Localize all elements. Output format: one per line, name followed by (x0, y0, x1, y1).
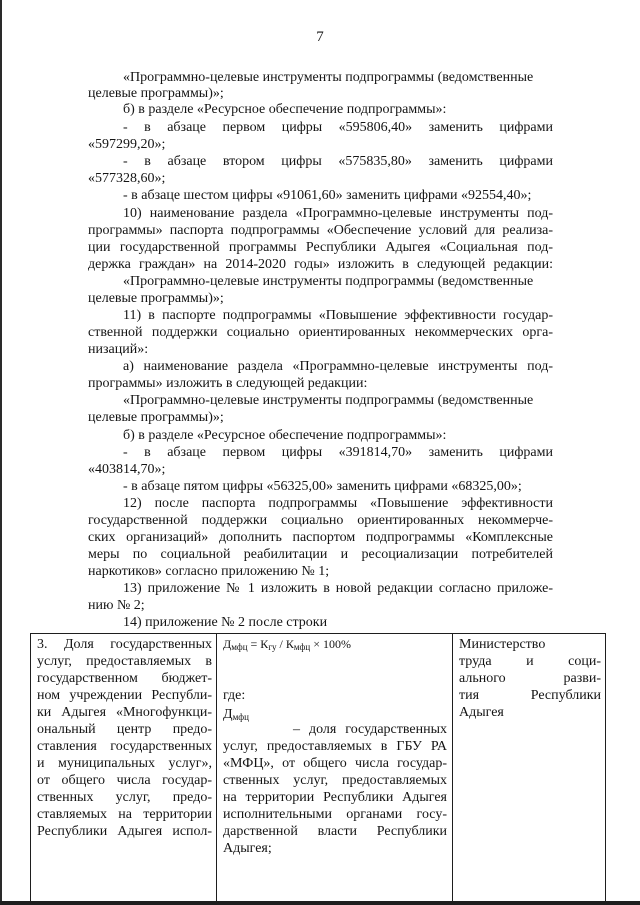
cell-text-line: государственном бюджет- (37, 671, 212, 686)
paragraph-line: нию № 2; (88, 598, 145, 613)
paragraph-line: 13) приложение № 1 изложить в новой редакции согласно приложе- (123, 581, 553, 596)
formula-part: × 100% (310, 637, 351, 651)
table-column-divider (216, 634, 217, 903)
paragraph-line: держка граждан» на 2014-2020 годы» изложить в следующей редакции: (88, 257, 553, 272)
formula-subscript: мфц (293, 642, 311, 652)
cell-text-line: дарственной власти Республики (223, 824, 447, 839)
formula-subscript: гу (268, 642, 277, 652)
cell-text-line: услуг, предоставляемых в ГБУ РА (223, 739, 447, 754)
cell-text-line: Адыгея; (223, 841, 272, 856)
paragraph-line: а) наименование раздела «Программно-целевые инструменты под- (123, 359, 553, 374)
cell-text-line: где: (223, 688, 246, 703)
cell-text-line: тия Республики (459, 688, 601, 703)
paragraph-line: программы» паспорта подпрограммы «Обеспечение условий для реализа- (88, 223, 553, 238)
paragraph-line: 10) наименование раздела «Программно-целевые инструменты под- (123, 206, 553, 221)
cell-text-line: ального разви- (459, 671, 601, 686)
cell-text-line: Министерство (459, 637, 546, 652)
table-column-divider (452, 634, 453, 903)
paragraph-line: «Программно-целевые инструменты подпрограммы (ведомственные (123, 70, 534, 85)
paragraph-line: 12) после паспорта подпрограммы «Повышение эффективности (123, 496, 553, 511)
paragraph-line: «597299,20»; (88, 137, 166, 152)
formula-symbol: Д (223, 707, 233, 722)
paragraph-line: «Программно-целевые инструменты подпрограммы (ведомственные (123, 393, 534, 408)
page-number: 7 (316, 29, 324, 45)
paragraph-line: 11) в паспорте подпрограммы «Повышение эффективности государ- (123, 308, 553, 323)
formula-symbol: Д (223, 637, 232, 651)
cell-text-line: 3. Доля государственных (37, 637, 212, 652)
paragraph-line: меры по социальной реабилитации и ресоциализации потребителей (88, 547, 553, 562)
paragraph-line: ции государственной программы Республики Адыгея «Социальная под- (88, 240, 553, 255)
paragraph-line: целевые программы)»; (88, 291, 224, 306)
paragraph-line: б) в разделе «Ресурсное обеспечение подпрограммы»: (123, 102, 447, 117)
cell-text-line: ставляемых на территории (37, 807, 212, 822)
formula-part: = К (247, 637, 269, 651)
paragraph-line: программы» изложить в следующей редакции: (88, 376, 368, 391)
paragraph-line: низаций»: (88, 342, 149, 357)
cell-text-line: и муниципальных услуг», (37, 756, 212, 771)
cell-text-line: исполнительными органами госу- (223, 807, 447, 822)
cell-text-line: Республики Адыгея испол- (37, 824, 212, 839)
paragraph-line: целевые программы)»; (88, 86, 224, 101)
paragraph-line: наркотиков» согласно приложению № 1; (88, 564, 330, 579)
paragraph-line: «Программно-целевые инструменты подпрограммы (ведомственные (123, 274, 534, 289)
page-left-edge (0, 0, 2, 905)
formula-subscript: мфц (232, 712, 249, 722)
cell-text-line: ном учреждении Республи- (37, 688, 212, 703)
paragraph-line: «403814,70»; (88, 462, 166, 477)
paragraph-line: - в абзаце первом цифры «391814,70» заменить цифрами (123, 445, 553, 460)
formula-subscript: мфц (231, 642, 248, 652)
paragraph-line: - в абзаце первом цифры «595806,40» заменить цифрами (123, 120, 553, 135)
paragraph-line: государственной поддержки социально ориентированных некоммерче- (88, 513, 553, 528)
paragraph-line: ских организаций» дополнить паспортом подпрограммы «Комплексные (88, 530, 553, 545)
definition-symbol (223, 706, 249, 726)
cell-text-line: на территории Республики Адыгея (223, 790, 447, 805)
cell-text-line: ственных услуг, предоставляемых (223, 773, 447, 788)
indicator-table (30, 633, 606, 903)
cell-text-line: Адыгея (459, 705, 504, 720)
paragraph-line: 14) приложение № 2 после строки (123, 615, 328, 630)
paragraph-line: б) в разделе «Ресурсное обеспечение подпрограммы»: (123, 428, 447, 443)
paragraph-line: - в абзаце пятом цифры «56325,00» заменить цифрами «68325,00»; (123, 479, 522, 494)
cell-text-line: ки Адыгея «Многофункци- (37, 705, 212, 720)
cell-text-line: от общего числа государ- (37, 773, 212, 788)
formula-part: / К (276, 637, 294, 651)
formula-line (223, 636, 351, 656)
cell-text-line: труда и соци- (459, 654, 601, 669)
paragraph-line: целевые программы)»; (88, 410, 224, 425)
paragraph-line: - в абзаце втором цифры «575835,80» заменить цифрами (123, 154, 553, 169)
cell-text-line: ставления государственных (37, 739, 212, 754)
cell-text-line: ональный центр предо- (37, 722, 212, 737)
paragraph-line: ственной поддержки социально ориентированных некоммерческих орга- (88, 325, 553, 340)
paragraph-line: «577328,60»; (88, 171, 166, 186)
paragraph-line: - в абзаце шестом цифры «91061,60» заменить цифрами «92554,40»; (123, 188, 532, 203)
cell-text-line: услуг, предоставляемых в (37, 654, 212, 669)
cell-text-line: ственных услуг, предо- (37, 790, 212, 805)
cell-text-line: «МФЦ», от общего числа государ- (223, 756, 447, 771)
cell-text-line: – доля государственных (293, 722, 447, 737)
